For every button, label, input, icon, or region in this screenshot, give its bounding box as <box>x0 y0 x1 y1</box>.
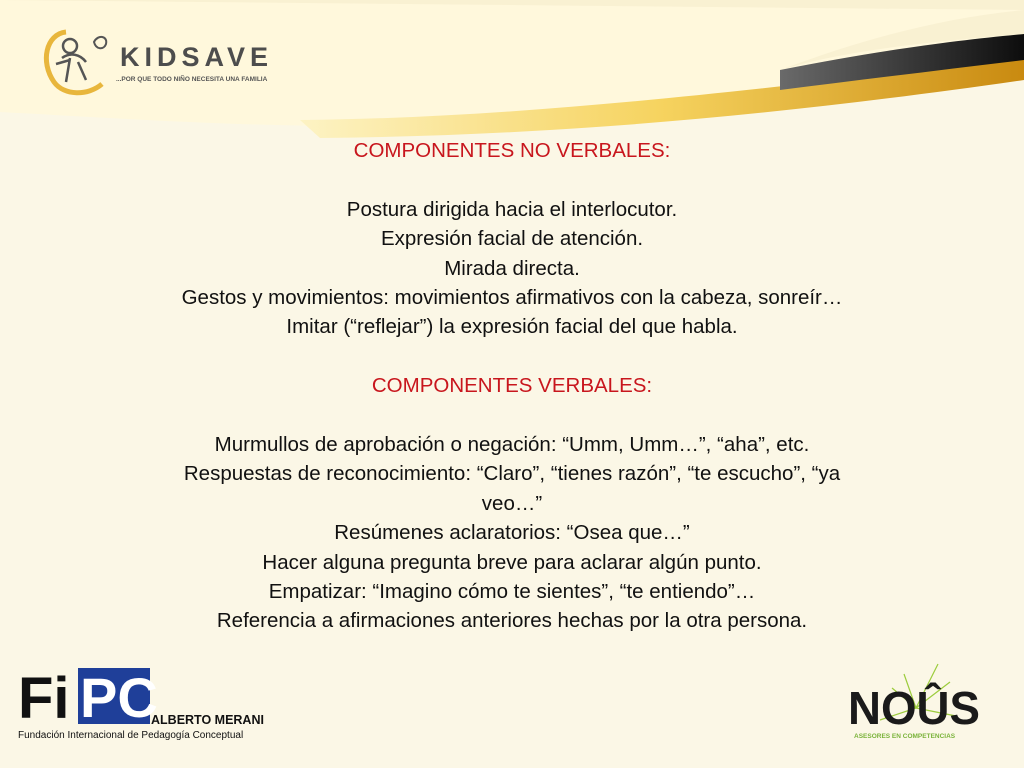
verbal-line: Hacer alguna pregunta breve para aclarar algún punto. <box>262 550 762 574</box>
nonverbal-line: Gestos y movimientos: movimientos afirmativos con la cabeza, sonreír… <box>181 286 843 310</box>
verbal-line: veo…” <box>481 491 543 515</box>
nous-name: NOÛS <box>848 682 980 734</box>
heading-verbal: COMPONENTES VERBALES: <box>371 374 653 398</box>
fipc-name: ALBERTO MERANI <box>151 713 264 727</box>
verbal-line: Resúmenes aclaratorios: “Osea que…” <box>334 521 690 545</box>
nonverbal-line: Imitar (“reflejar”) la expresión facial del que habla. <box>286 315 738 339</box>
verbal-line: Empatizar: “Imagino cómo te sientes”, “te entiendo”… <box>268 580 756 604</box>
kidsave-brand-name: KIDSAVE <box>120 42 274 72</box>
nous-tagline: ASESORES EN COMPETENCIAS <box>854 733 956 740</box>
nonverbal-line: Postura dirigida hacia el interlocutor. <box>346 197 678 221</box>
nous-logo <box>846 660 986 746</box>
verbal-line: Murmullos de aprobación o negación: “Umm, Umm…”, “aha”, etc. <box>214 433 810 457</box>
nonverbal-line: Expresión facial de atención. <box>380 227 644 251</box>
fipc-letters-fi: Fi <box>18 668 70 731</box>
kidsave-tagline: ...POR QUE TODO NIÑO NECESITA UNA FAMILIA <box>116 76 268 83</box>
fipc-letters-pc: PC <box>80 668 158 729</box>
fipc-subtitle: Fundación Internacional de Pedagogía Conceptual <box>18 730 244 741</box>
fipc-logo <box>18 668 290 744</box>
verbal-line: Referencia a afirmaciones anteriores hechas por la otra persona. <box>216 609 808 633</box>
verbal-line: Respuestas de reconocimiento: “Claro”, “tienes razón”, “te escucho”, “ya <box>183 462 841 486</box>
slide-content <box>70 136 954 636</box>
heading-nonverbal: COMPONENTES NO VERBALES: <box>353 139 671 162</box>
nonverbal-line: Mirada directa. <box>444 256 580 280</box>
